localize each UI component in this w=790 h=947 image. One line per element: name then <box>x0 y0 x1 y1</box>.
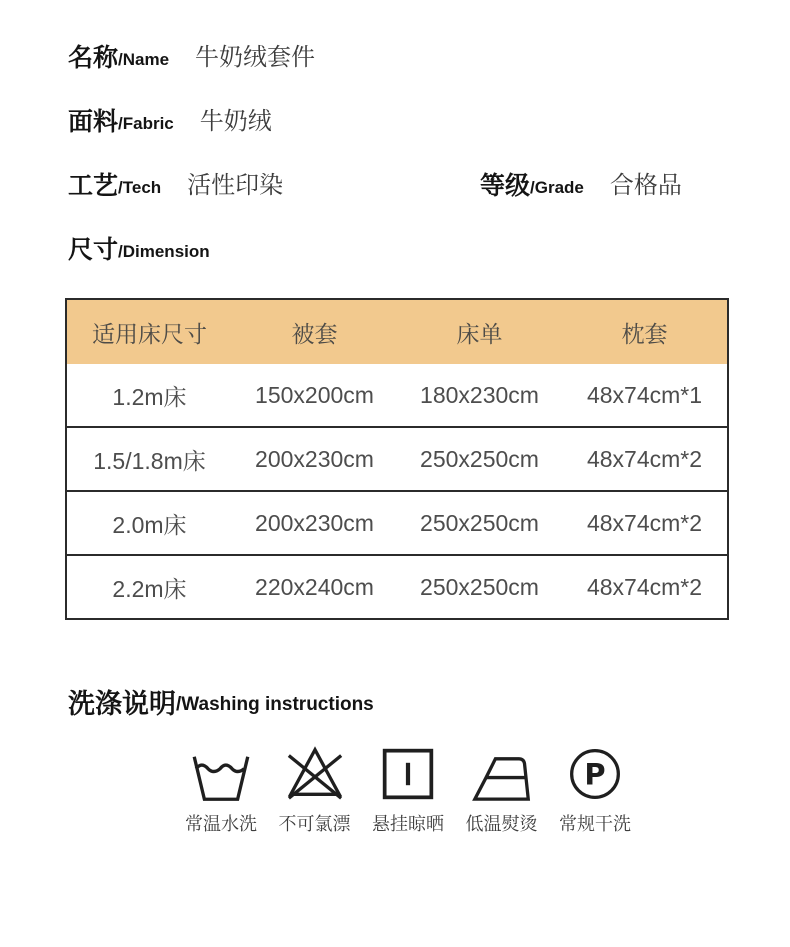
table-cell: 1.2m床 <box>112 383 187 410</box>
spec-label-name-en: /Name <box>118 50 170 70</box>
spec-row-tech-grade <box>68 168 790 200</box>
spec-label-tech <box>68 173 161 201</box>
washing-item-wash <box>182 742 260 836</box>
table-cell: 250x250cm <box>420 509 539 536</box>
washing-instructions-title <box>68 684 790 718</box>
spec-label-name-zh: 名称 <box>68 43 119 72</box>
table-cell: 2.0m床 <box>112 511 187 538</box>
table-cell: 250x250cm <box>420 445 539 472</box>
washing-item-label: 不可氯漂 <box>278 814 351 834</box>
washing-item-hang-dry <box>369 742 447 836</box>
table-cell: 48x74cm*1 <box>586 381 703 408</box>
size-table-header-duvet: 被套 <box>291 320 338 347</box>
washing-item-label: 常温水洗 <box>185 814 257 834</box>
size-table-header-sheet: 床单 <box>456 320 503 347</box>
spec-label-tech-en: /Tech <box>118 178 162 198</box>
no-bleach-icon <box>284 742 346 802</box>
spec-label-tech-zh: 工艺 <box>68 171 119 200</box>
spec-label-dimension-en: /Dimension <box>118 242 210 262</box>
washing-item-iron <box>463 742 541 836</box>
spec-label-fabric-en: /Fabric <box>118 114 174 134</box>
spec-value-tech: 活性印染 <box>187 172 284 200</box>
table-cell: 2.2m床 <box>112 575 187 602</box>
spec-label-grade-en: /Grade <box>530 178 584 198</box>
spec-label-dimension <box>68 237 210 265</box>
spec-row-name <box>68 40 790 72</box>
washing-item-dry-clean <box>556 742 634 836</box>
washing-item-label: 常规干洗 <box>559 814 631 834</box>
washing-icons-row <box>182 742 634 836</box>
table-row <box>67 490 727 554</box>
table-cell: 200x230cm <box>255 509 374 536</box>
spec-value-name: 牛奶绒套件 <box>195 44 316 72</box>
spec-row-fabric <box>68 104 790 136</box>
size-table <box>65 298 729 620</box>
washing-item-no-bleach <box>276 742 354 836</box>
size-table-header-row <box>67 300 727 364</box>
washing-title-zh: 洗涤说明 <box>68 688 176 719</box>
table-cell: 48x74cm*2 <box>586 509 703 536</box>
table-row <box>67 426 727 490</box>
spec-label-grade-zh: 等级 <box>480 171 531 200</box>
table-row <box>67 364 727 426</box>
table-cell: 48x74cm*2 <box>586 573 703 600</box>
table-row <box>67 554 727 618</box>
wash-basin-icon <box>186 742 256 802</box>
size-table-header-pillow: 枕套 <box>621 320 668 347</box>
svg-text:P: P <box>584 757 606 792</box>
table-cell: 220x240cm <box>255 573 374 600</box>
table-cell: 200x230cm <box>255 445 374 472</box>
hang-dry-icon <box>380 742 436 802</box>
spec-label-fabric-zh: 面料 <box>68 107 119 136</box>
washing-title-en: /Washing instructions <box>176 694 374 716</box>
spec-label-fabric <box>68 109 174 137</box>
table-cell: 180x230cm <box>420 381 539 408</box>
washing-item-label: 悬挂晾晒 <box>372 814 444 834</box>
spec-row-dimension <box>68 232 790 264</box>
washing-item-label: 低温熨烫 <box>465 814 538 834</box>
size-table-header-bed: 适用床尺寸 <box>92 320 207 347</box>
spec-value-grade: 合格品 <box>609 172 682 200</box>
spec-label-dimension-zh: 尺寸 <box>68 235 119 264</box>
spec-value-fabric: 牛奶绒 <box>199 108 272 136</box>
spec-label-name <box>68 45 169 73</box>
dry-clean-p-icon <box>567 742 623 802</box>
table-cell: 1.5/1.8m床 <box>93 447 206 474</box>
table-cell: 150x200cm <box>255 381 374 408</box>
spec-label-grade <box>480 168 682 200</box>
table-cell: 250x250cm <box>420 573 539 600</box>
table-cell: 48x74cm*2 <box>586 445 703 472</box>
iron-low-icon <box>472 742 532 802</box>
